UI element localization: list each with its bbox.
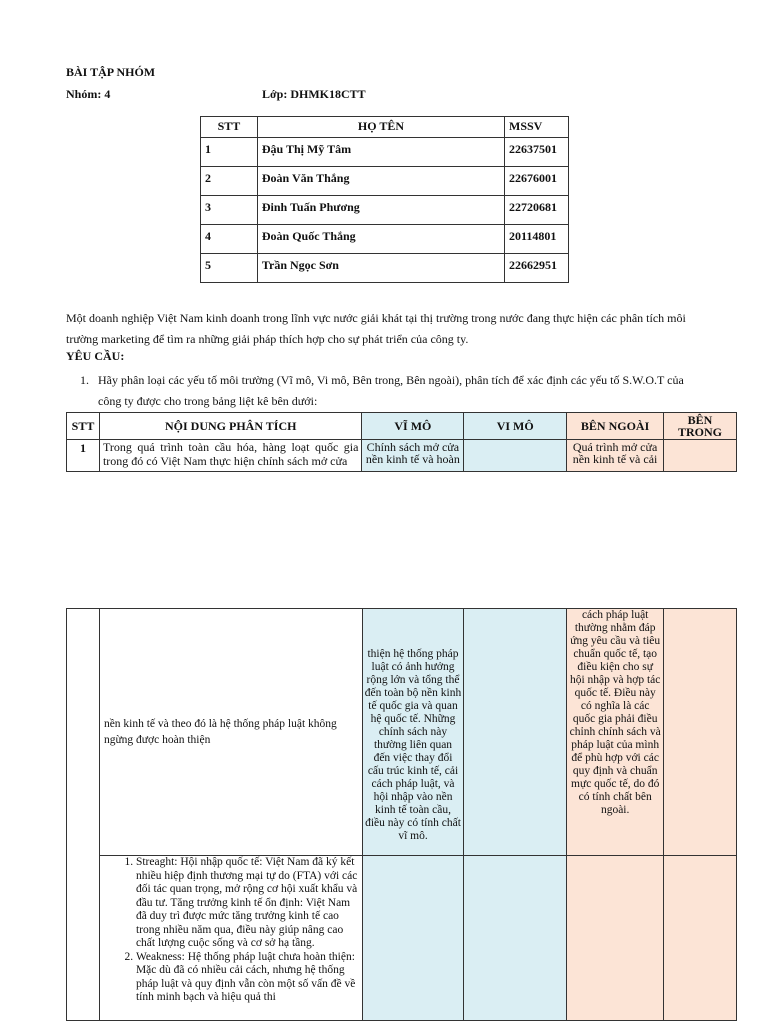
member-stt: 2 [201,167,258,196]
member-name: Đoàn Quốc Thắng [257,225,504,254]
analysis-header-external: BÊN NGOÀI [567,413,664,440]
row-internal-cell [664,440,737,472]
row-micro-cell [464,856,567,1021]
row-macro-cell: thiện hệ thống pháp luật có ảnh hưởng rộng lớn và tổng thể đến toàn bộ nền kinh tế quốc gia và quan hệ quốc tế. Những chính sách này thường liên quan đến việc thay đổi cấu trúc kinh tế, cải cách pháp luật, và hội nhập vào nền kinh tế toàn cầu, điều này có tính chất vĩ mô. [362,609,464,856]
document-title: BÀI TẬP NHÓM [66,65,156,79]
member-stt: 5 [201,254,258,283]
table-row [67,440,737,472]
swot-item-strength: 1. Streaght: Hội nhập quốc tế: Việt Nam đã ký kết nhiều hiệp định thương mại tự do (FTA) với các đối tác quan trọng, mở rộng cơ hội xuất khẩu và đầu tư. Tăng trưởng kinh tế ổn định: Việt Nam đã duy trì được mức tăng trưởng kinh tế cao trong nhiều năm qua, điều này giúp nâng cao chất lượng cuộc sống và cơ sở hạ tầng. [136,856,362,951]
member-name: Trần Ngọc Sơn [257,254,504,283]
row-macro-cell [362,856,464,1021]
analysis-table [66,412,737,472]
row-macro-cell: Chính sách mở cửa nền kinh tế và hoàn [362,440,464,472]
members-header-id: MSSV [505,117,569,138]
table-row [67,856,737,1021]
table-row [201,254,569,283]
task-text: Hãy phân loại các yếu tố môi trường (Vĩ mô, Vi mô, Bên trong, Bên ngoài), phân tích để xác định các yếu tố S.W.O.T của công ty được cho trong bảng liệt kê bên dưới: [98,373,684,408]
analysis-header-internal: BÊN TRONG [664,413,737,440]
row-internal-cell [664,856,737,1021]
table-row [201,138,569,167]
analysis-header-row [67,413,737,440]
member-stt: 4 [201,225,258,254]
member-name: Đinh Tuấn Phương [257,196,504,225]
row-stt [67,609,100,1021]
row-external-cell: cách pháp luật thường nhằm đáp ứng yêu cầu và tiêu chuẩn quốc tế, tạo điều kiện cho sự hội nhập và hợp tác quốc tế. Điều này có nghĩa là các quốc gia phải điều chỉnh chính sách và pháp luật của mình để phù hợp với các quy định và chuẩn mực quốc tế, do đó có tính chất bên ngoài. [567,609,664,856]
member-name: Đoàn Văn Thắng [257,167,504,196]
row-content: Trong quá trình toàn cầu hóa, hàng loạt quốc gia trong đó có Việt Nam thực hiện chính sách mở cửa [99,440,362,472]
members-header-stt: STT [201,117,258,138]
members-table [200,116,569,283]
class-label: Lớp: DHMK18CTT [262,87,366,101]
row-micro-cell [464,440,567,472]
members-header-name: HỌ TÊN [257,117,504,138]
member-id: 22720681 [505,196,569,225]
members-header-row [201,117,569,138]
table-row [67,609,737,856]
row-stt: 1 [67,440,100,472]
group-label: Nhóm: 4 [66,87,111,101]
table-row [201,225,569,254]
analysis-header-micro: VI MÔ [464,413,567,440]
analysis-header-content: NỘI DUNG PHÂN TÍCH [99,413,362,440]
row-content: nền kinh tế và theo đó là hệ thống pháp luật không ngừng được hoàn thiện [99,609,362,856]
row-external-cell: Quá trình mở cửa nền kinh tế và cải [567,440,664,472]
table-row [201,196,569,225]
task-item [80,370,710,412]
member-id: 22662951 [505,254,569,283]
analysis-table-continued [66,608,737,1021]
analysis-header-macro: VĨ MÔ [362,413,464,440]
member-id: 20114801 [505,225,569,254]
row-external-cell [567,856,664,1021]
analysis-header-stt: STT [67,413,100,440]
swot-item-weakness: 2. Weakness: Hệ thống pháp luật chưa hoàn thiện: Mặc dù đã có nhiều cải cách, nhưng hệ thống pháp luật và quy định vẫn còn một số vấn đề về tính minh bạch và hiệu quả thi [136,951,362,1005]
row-internal-cell [664,609,737,856]
table-row [201,167,569,196]
swot-cell [99,856,362,1021]
member-id: 22676001 [505,167,569,196]
swot-list [100,856,362,1005]
intro-paragraph: Một doanh nghiệp Việt Nam kinh doanh trong lĩnh vực nước giải khát tại thị trường trong nước đang thực hiện các phân tích môi trường marketing để tìm ra những giải pháp thích hợp cho sự phát triển của công ty. [66,311,686,346]
member-stt: 1 [201,138,258,167]
row-micro-cell [464,609,567,856]
member-stt: 3 [201,196,258,225]
member-name: Đậu Thị Mỹ Tâm [257,138,504,167]
requirement-heading: YÊU CẦU: [66,349,125,363]
task-number: 1. [80,373,89,387]
member-id: 22637501 [505,138,569,167]
